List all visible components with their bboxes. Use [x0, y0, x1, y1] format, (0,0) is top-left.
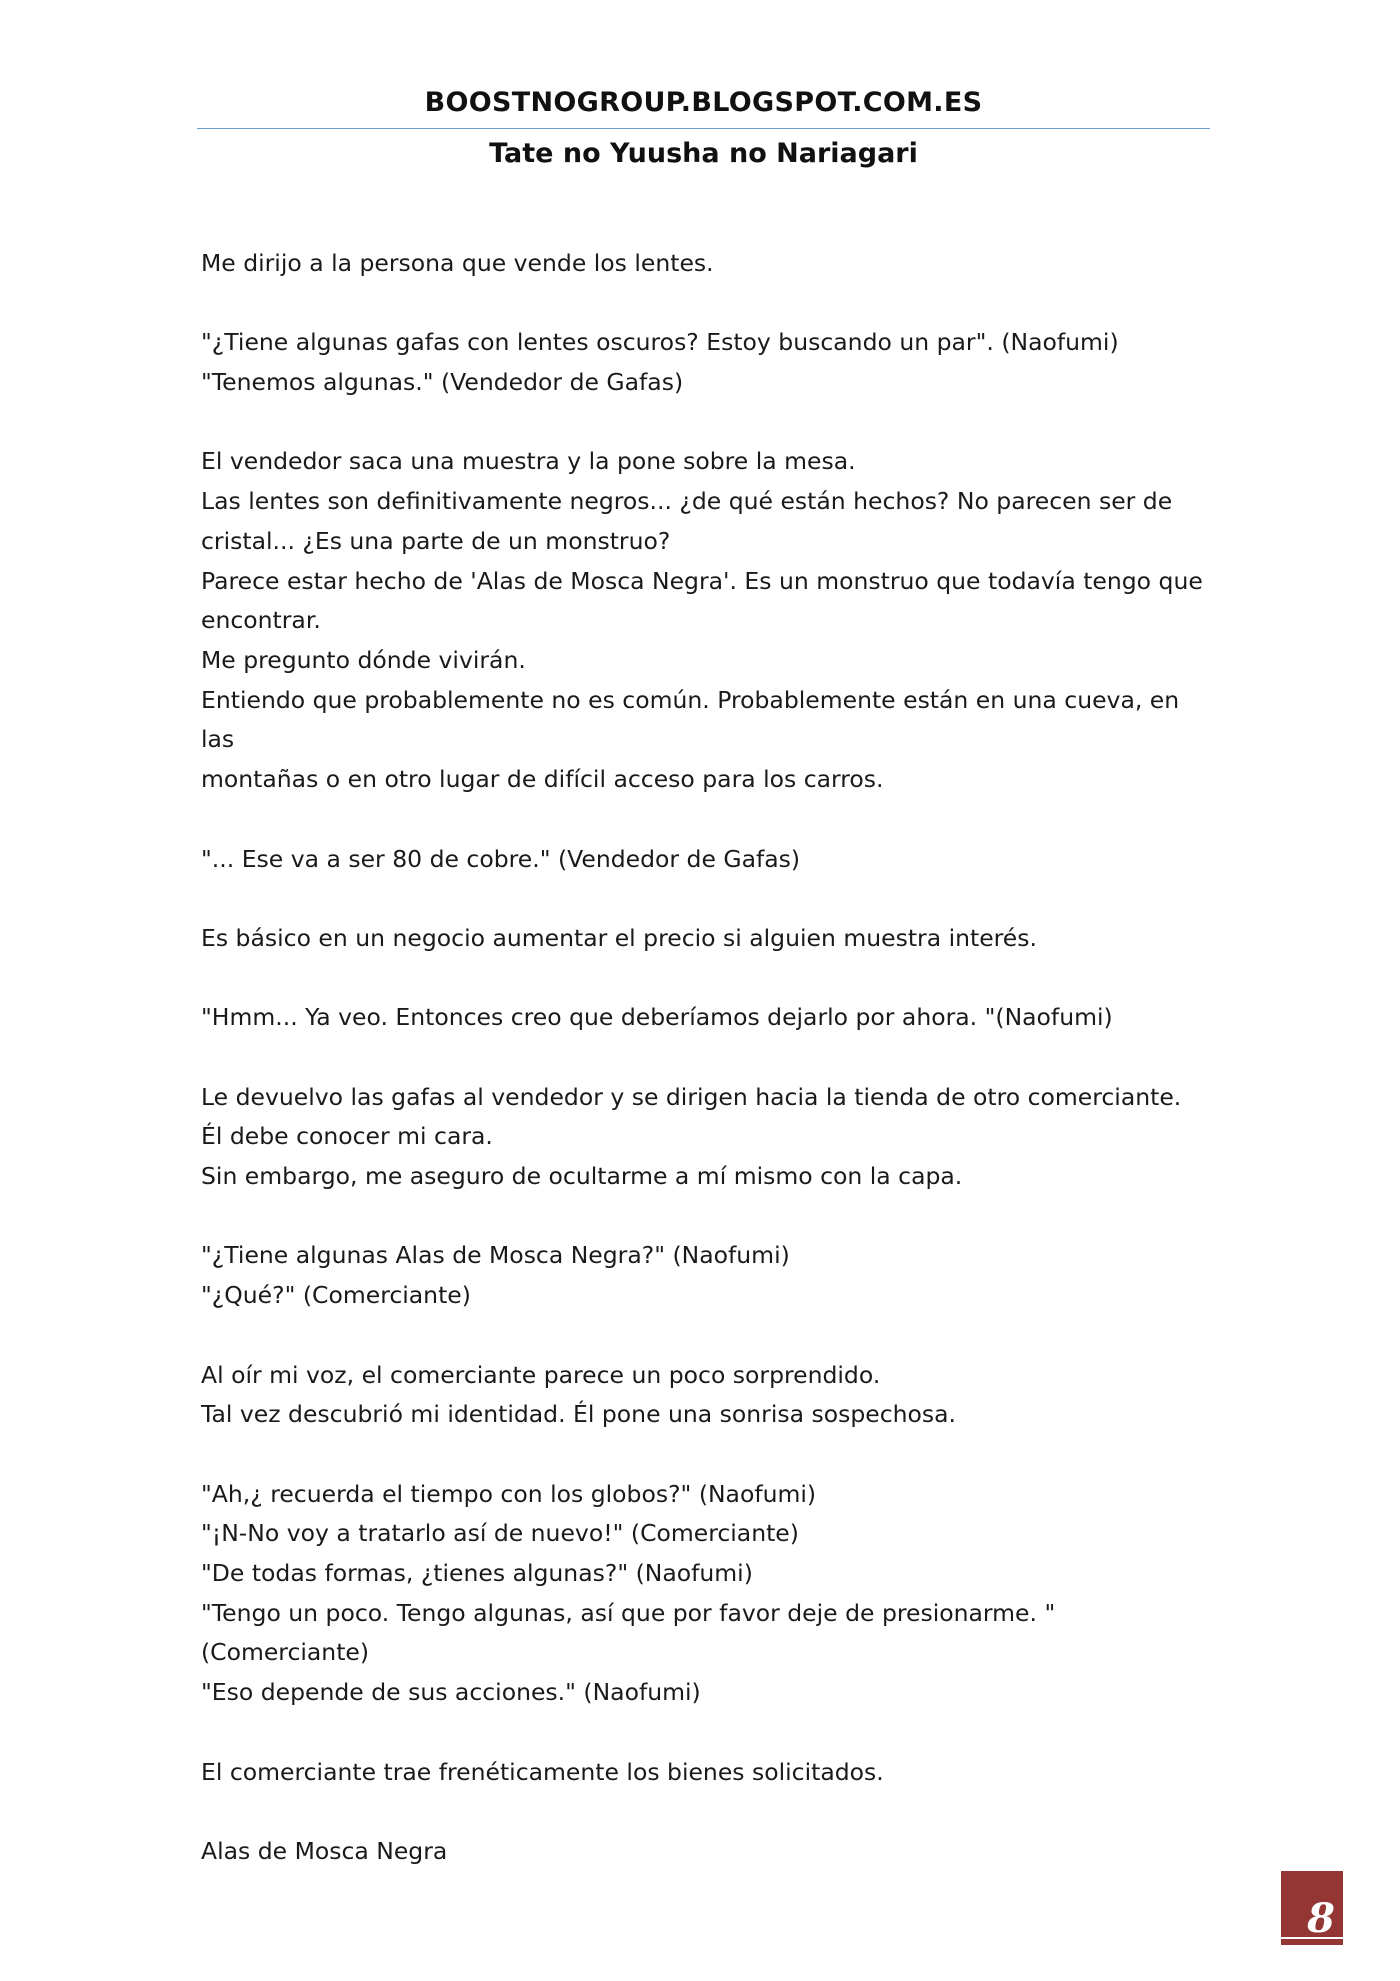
text-line: "¿Tiene algunas Alas de Mosca Negra?" (Naofumi): [201, 1241, 790, 1270]
paragraph-gap: [201, 800, 1211, 840]
paragraph-gap: [201, 1316, 1211, 1356]
paragraph-gap: [201, 1038, 1211, 1078]
text-line: "¿Tiene algunas gafas con lentes oscuros? Estoy buscando un par". (Naofumi): [201, 328, 1119, 357]
page-header: [197, 86, 1210, 171]
paragraph-gap: [201, 1197, 1211, 1237]
text-line: Las lentes son definitivamente negros... ¿de qué están hechos? No parecen ser de: [201, 487, 1173, 516]
text-line: Sin embargo, me aseguro de ocultarme a mí mismo con la capa.: [201, 1162, 963, 1191]
text-line: Parece estar hecho de 'Alas de Mosca Negra'. Es un monstruo que todavía tengo que: [201, 566, 1203, 595]
text-line: Alas de Mosca Negra: [201, 1836, 448, 1865]
text-line: Entiendo que probablemente no es común. Probablemente están en una cueva, en las: [201, 685, 1187, 754]
text-line: montañas o en otro lugar de difícil acceso para los carros.: [201, 765, 884, 794]
text-line: "De todas formas, ¿tienes algunas?" (Naofumi): [201, 1559, 753, 1588]
text-line: Me pregunto dónde vivirán.: [201, 646, 526, 674]
text-line: El comerciante trae frenéticamente los bienes solicitados.: [201, 1757, 884, 1786]
paragraph-gap: [201, 1713, 1211, 1753]
paragraph-gap: [201, 403, 1211, 443]
chapter-body: [201, 244, 1211, 1872]
text-line: "... Ese va a ser 80 de cobre." (Vendedor de Gafas): [201, 844, 801, 873]
text-line: Él debe conocer mi cara.: [201, 1122, 493, 1151]
paragraph-gap: [201, 1792, 1211, 1832]
paragraph-gap: [201, 959, 1211, 999]
novel-title: Tate no Yuusha no Nariagari: [489, 138, 918, 169]
page-number: 8: [1307, 1895, 1335, 1942]
site-title: BOOSTNOGROUP.BLOGSPOT.COM.ES: [424, 87, 983, 118]
text-line: "Hmm... Ya veo. Entonces creo que deberíamos dejarlo por ahora. "(Naofumi): [201, 1003, 1113, 1032]
text-line: Le devuelvo las gafas al vendedor y se dirigen hacia la tienda de otro comerciante.: [201, 1082, 1182, 1111]
text-line: Es básico en un negocio aumentar el precio si alguien muestra interés.: [201, 923, 1037, 952]
paragraph-gap: [201, 879, 1211, 919]
text-line: "¡N-No voy a tratarlo así de nuevo!" (Comerciante): [201, 1519, 799, 1548]
text-line: "Ah,¿ recuerda el tiempo con los globos?" (Naofumi): [201, 1479, 817, 1508]
text-line: encontrar.: [201, 606, 321, 635]
text-line: Me dirijo a la persona que vende los lentes.: [201, 249, 714, 277]
text-line: "Eso depende de sus acciones." (Naofumi): [201, 1678, 701, 1707]
text-line: cristal... ¿Es una parte de un monstruo?: [201, 526, 671, 555]
text-line: "Tenemos algunas." (Vendedor de Gafas): [201, 368, 684, 397]
text-line: El vendedor saca una muestra y la pone sobre la mesa.: [201, 447, 856, 476]
text-line: Al oír mi voz, el comerciante parece un poco sorprendido.: [201, 1360, 881, 1389]
header-divider: [197, 128, 1210, 129]
page-number-badge: [1281, 1871, 1343, 1945]
text-line: Tal vez descubrió mi identidad. Él pone una sonrisa sospechosa.: [201, 1400, 957, 1429]
paragraph-gap: [201, 284, 1211, 324]
text-line: "Tengo un poco. Tengo algunas, así que por favor deje de presionarme. "(Comerciante): [201, 1598, 1056, 1667]
text-line: "¿Qué?" (Comerciante): [201, 1281, 471, 1310]
paragraph-gap: [201, 1435, 1211, 1475]
